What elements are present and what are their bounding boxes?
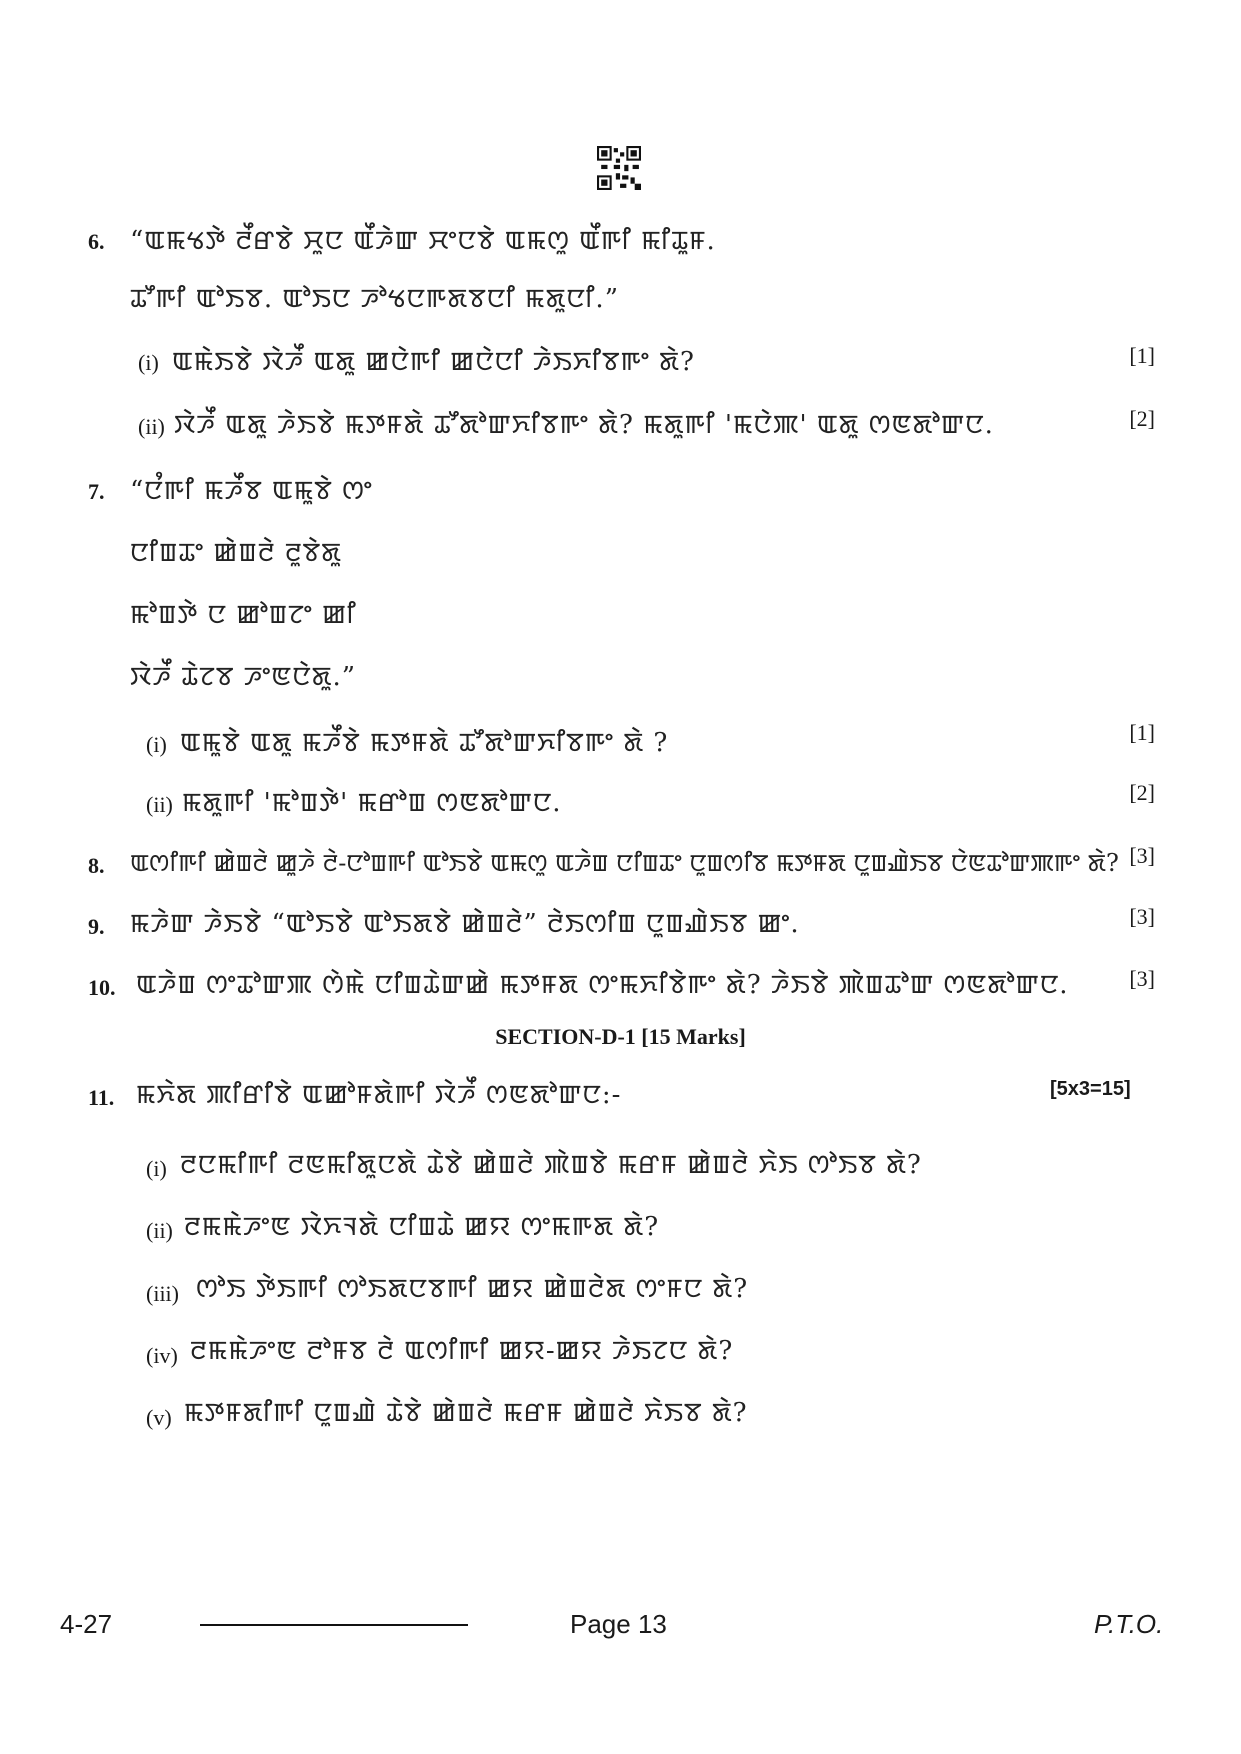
- question-text-line: “ꯑꯃꯠꯇꯥ ꯂꯩꯔꯕꯥ ꯆꯨꯅ ꯑꯩꯍꯥꯛ ꯆꯦꯅꯕꯥ ꯑꯃꯁꯨ ꯑꯩꯒꯤ ꯃꯤꯊꯨꯝ.: [130, 226, 716, 256]
- subquestion-label: (ii): [138, 414, 165, 439]
- subquestion-label: (iii): [146, 1281, 179, 1306]
- marks-label: [2]: [1129, 780, 1155, 805]
- question-intro: ꯃꯈꯥꯗ ꯄꯤꯔꯤꯕꯥ ꯑꯀꯣꯝꯗꯥꯒꯤ ꯋꯥꯍꯩ ꯁꯟꯗꯣꯛꯅ:-: [136, 1080, 622, 1110]
- marks-label: [3]: [1129, 904, 1155, 929]
- subquestion-label: (i): [146, 732, 167, 757]
- subquestion-text: ꯃꯇꯝꯗꯤꯒꯤ ꯅꯨꯡꯉꯥ ꯊꯥꯕꯥ ꯀꯥꯡꯂꯥ ꯃꯔꯝ ꯀꯥꯡꯂꯥ ꯈꯥꯏꯕ ꯗꯥ?: [184, 1398, 748, 1428]
- question-text-line: ꯊꯧꯒꯤ ꯑꯣꯏꯕ. ꯑꯣꯏꯅ ꯍꯣꯠꯅꯒꯗꯕꯅꯤ ꯃꯗꯨꯅꯤ.”: [130, 284, 619, 314]
- question-number: 7.: [88, 479, 105, 504]
- subquestion-text: ꯑꯃꯨꯕꯥ ꯑꯗꯨ ꯃꯍꯩꯕꯥ ꯃꯇꯝꯗꯥ ꯊꯧꯗꯣꯛꯈꯤꯕꯒꯦ ꯗꯥ ?: [180, 728, 669, 758]
- marks-label: [5x3=15]: [1050, 1078, 1131, 1100]
- subquestion-text: ꯂꯃꯃꯥꯍꯦꯟ ꯋꯥꯈꯜꯗꯥ ꯅꯤꯡꯊꯥ ꯀꯌ ꯁꯦꯃꯒꯗ ꯗꯥ?: [184, 1212, 660, 1242]
- subquestion-text: ꯋꯥꯍꯩ ꯑꯗꯨ ꯍꯥꯏꯕꯥ ꯃꯇꯝꯗꯥ ꯊꯧꯗꯣꯛꯈꯤꯕꯒꯦ ꯗꯥ? ꯃꯗꯨꯒꯤ 'ꯃꯅꯥꯄ' ꯑꯗꯨ ꯁꯟꯗꯣꯛꯅ.: [174, 410, 994, 440]
- page-number: Page 13: [570, 1609, 667, 1639]
- subquestion-text: ꯑꯃꯥꯏꯕꯥ ꯋꯥꯍꯩ ꯑꯗꯨ ꯀꯅꯥꯒꯤ ꯀꯅꯥꯅꯤ ꯍꯥꯏꯈꯤꯕꯒꯦ ꯗꯥ?: [172, 347, 695, 377]
- marks-label: [3]: [1129, 966, 1155, 991]
- subquestion-label: (ii): [146, 792, 173, 817]
- paper-code: 4-27: [60, 1609, 113, 1639]
- subquestion-text: ꯂꯅꯃꯤꯒꯤ ꯂꯟꯃꯤꯗꯨꯅꯗꯥ ꯊꯥꯕꯥ ꯀꯥꯡꯂꯥ ꯄꯥꯡꯕꯥ ꯃꯔꯝ ꯀꯥꯡꯂꯥ ꯈꯥꯏ ꯁꯣꯏꯕ ꯗꯥ?: [180, 1150, 922, 1180]
- question-number: 9.: [88, 914, 105, 939]
- subquestion-label: (iv): [146, 1343, 178, 1368]
- question-text-line: ꯃꯍꯥꯛ ꯍꯥꯏꯕꯥ “ꯑꯣꯏꯕꯥ ꯑꯣꯏꯗꯕꯥ ꯀꯥꯡꯂꯥ” ꯂꯥꯏꯁꯤꯡ ꯅꯨꯡꯉꯥꯏꯕ ꯀꯦ.: [130, 909, 800, 939]
- subquestion-label: (v): [146, 1405, 172, 1430]
- subquestion-label: (ii): [146, 1218, 173, 1243]
- question-text-line: ꯅꯤꯡꯊꯦ ꯀꯥꯡꯂꯥ ꯂꯨꯕꯥꯗꯨ: [130, 538, 343, 568]
- question-number: 6.: [88, 229, 105, 254]
- footer-rule: [200, 1624, 468, 1626]
- qr-code-icon: [597, 146, 641, 190]
- marks-label: [1]: [1129, 720, 1155, 745]
- subquestion-text: ꯁꯣꯏ ꯇꯥꯏꯒꯤ ꯁꯣꯏꯗꯅꯕꯒꯤ ꯀꯌ ꯀꯥꯡꯂꯥꯗ ꯁꯦꯝꯅ ꯗꯥ?: [196, 1274, 749, 1304]
- marks-label: [1]: [1129, 343, 1155, 368]
- subquestion-label: (i): [138, 350, 159, 375]
- question-text-line: ꯃꯣꯡꯇꯥ ꯅ ꯀꯣꯡꯖꯦ ꯀꯤ: [130, 600, 357, 630]
- question-number: 11.: [88, 1085, 115, 1110]
- question-text-line: “ꯅꯪꯒꯤ ꯃꯍꯩꯕ ꯑꯃꯨꯕꯥ ꯁꯦ: [130, 476, 373, 506]
- question-number: 10.: [88, 975, 116, 1000]
- section-heading: SECTION-D-1 [15 Marks]: [495, 1024, 746, 1049]
- question-number: 8.: [88, 853, 105, 878]
- subquestion-text: ꯂꯃꯃꯥꯍꯦꯟ ꯂꯣꯝꯕ ꯂꯥ ꯑꯁꯤꯒꯤ ꯀꯌ-ꯀꯌ ꯍꯥꯏꯖꯅ ꯗꯥ?: [190, 1336, 734, 1366]
- subquestion-text: ꯃꯗꯨꯒꯤ 'ꯃꯣꯡꯇꯥ' ꯃꯔꯣꯡ ꯁꯟꯗꯣꯛꯅ.: [182, 788, 562, 818]
- question-text-line: ꯑꯁꯤꯒꯤ ꯀꯥꯡꯂꯥ ꯀꯨꯍꯥ ꯂꯥ-ꯅꯣꯡꯒꯤ ꯑꯣꯏꯕꯥ ꯑꯃꯁꯨ ꯑꯍꯥꯡ ꯅꯤꯡꯊꯦ ꯅꯨꯡꯁꯤꯕ ꯃꯇꯝꯗ ꯅꯨꯡꯉꯥꯏꯕ ꯅꯥꯟꯊꯣꯛꯄꯒꯦ ꯗꯥ?: [130, 849, 1119, 877]
- question-text-line: ꯑꯍꯥꯡ ꯁꯦꯊꯣꯛꯄ ꯁꯥꯃꯥ ꯅꯤꯡꯊꯥꯛꯀꯥ ꯃꯇꯝꯗ ꯁꯦꯃꯈꯤꯕꯥꯒꯦ ꯗꯥ? ꯍꯥꯏꯕꯥ ꯄꯥꯡꯊꯣꯛ ꯁꯟꯗꯣꯛꯅ.: [136, 970, 1069, 1000]
- pto-label: P.T.O.: [1094, 1609, 1164, 1639]
- question-text-line: ꯋꯥꯍꯩ ꯊꯥꯖꯕ ꯍꯦꯟꯅꯥꯗꯨ.”: [130, 662, 357, 692]
- subquestion-label: (i): [146, 1156, 167, 1181]
- marks-label: [2]: [1129, 406, 1155, 431]
- marks-label: [3]: [1129, 843, 1155, 868]
